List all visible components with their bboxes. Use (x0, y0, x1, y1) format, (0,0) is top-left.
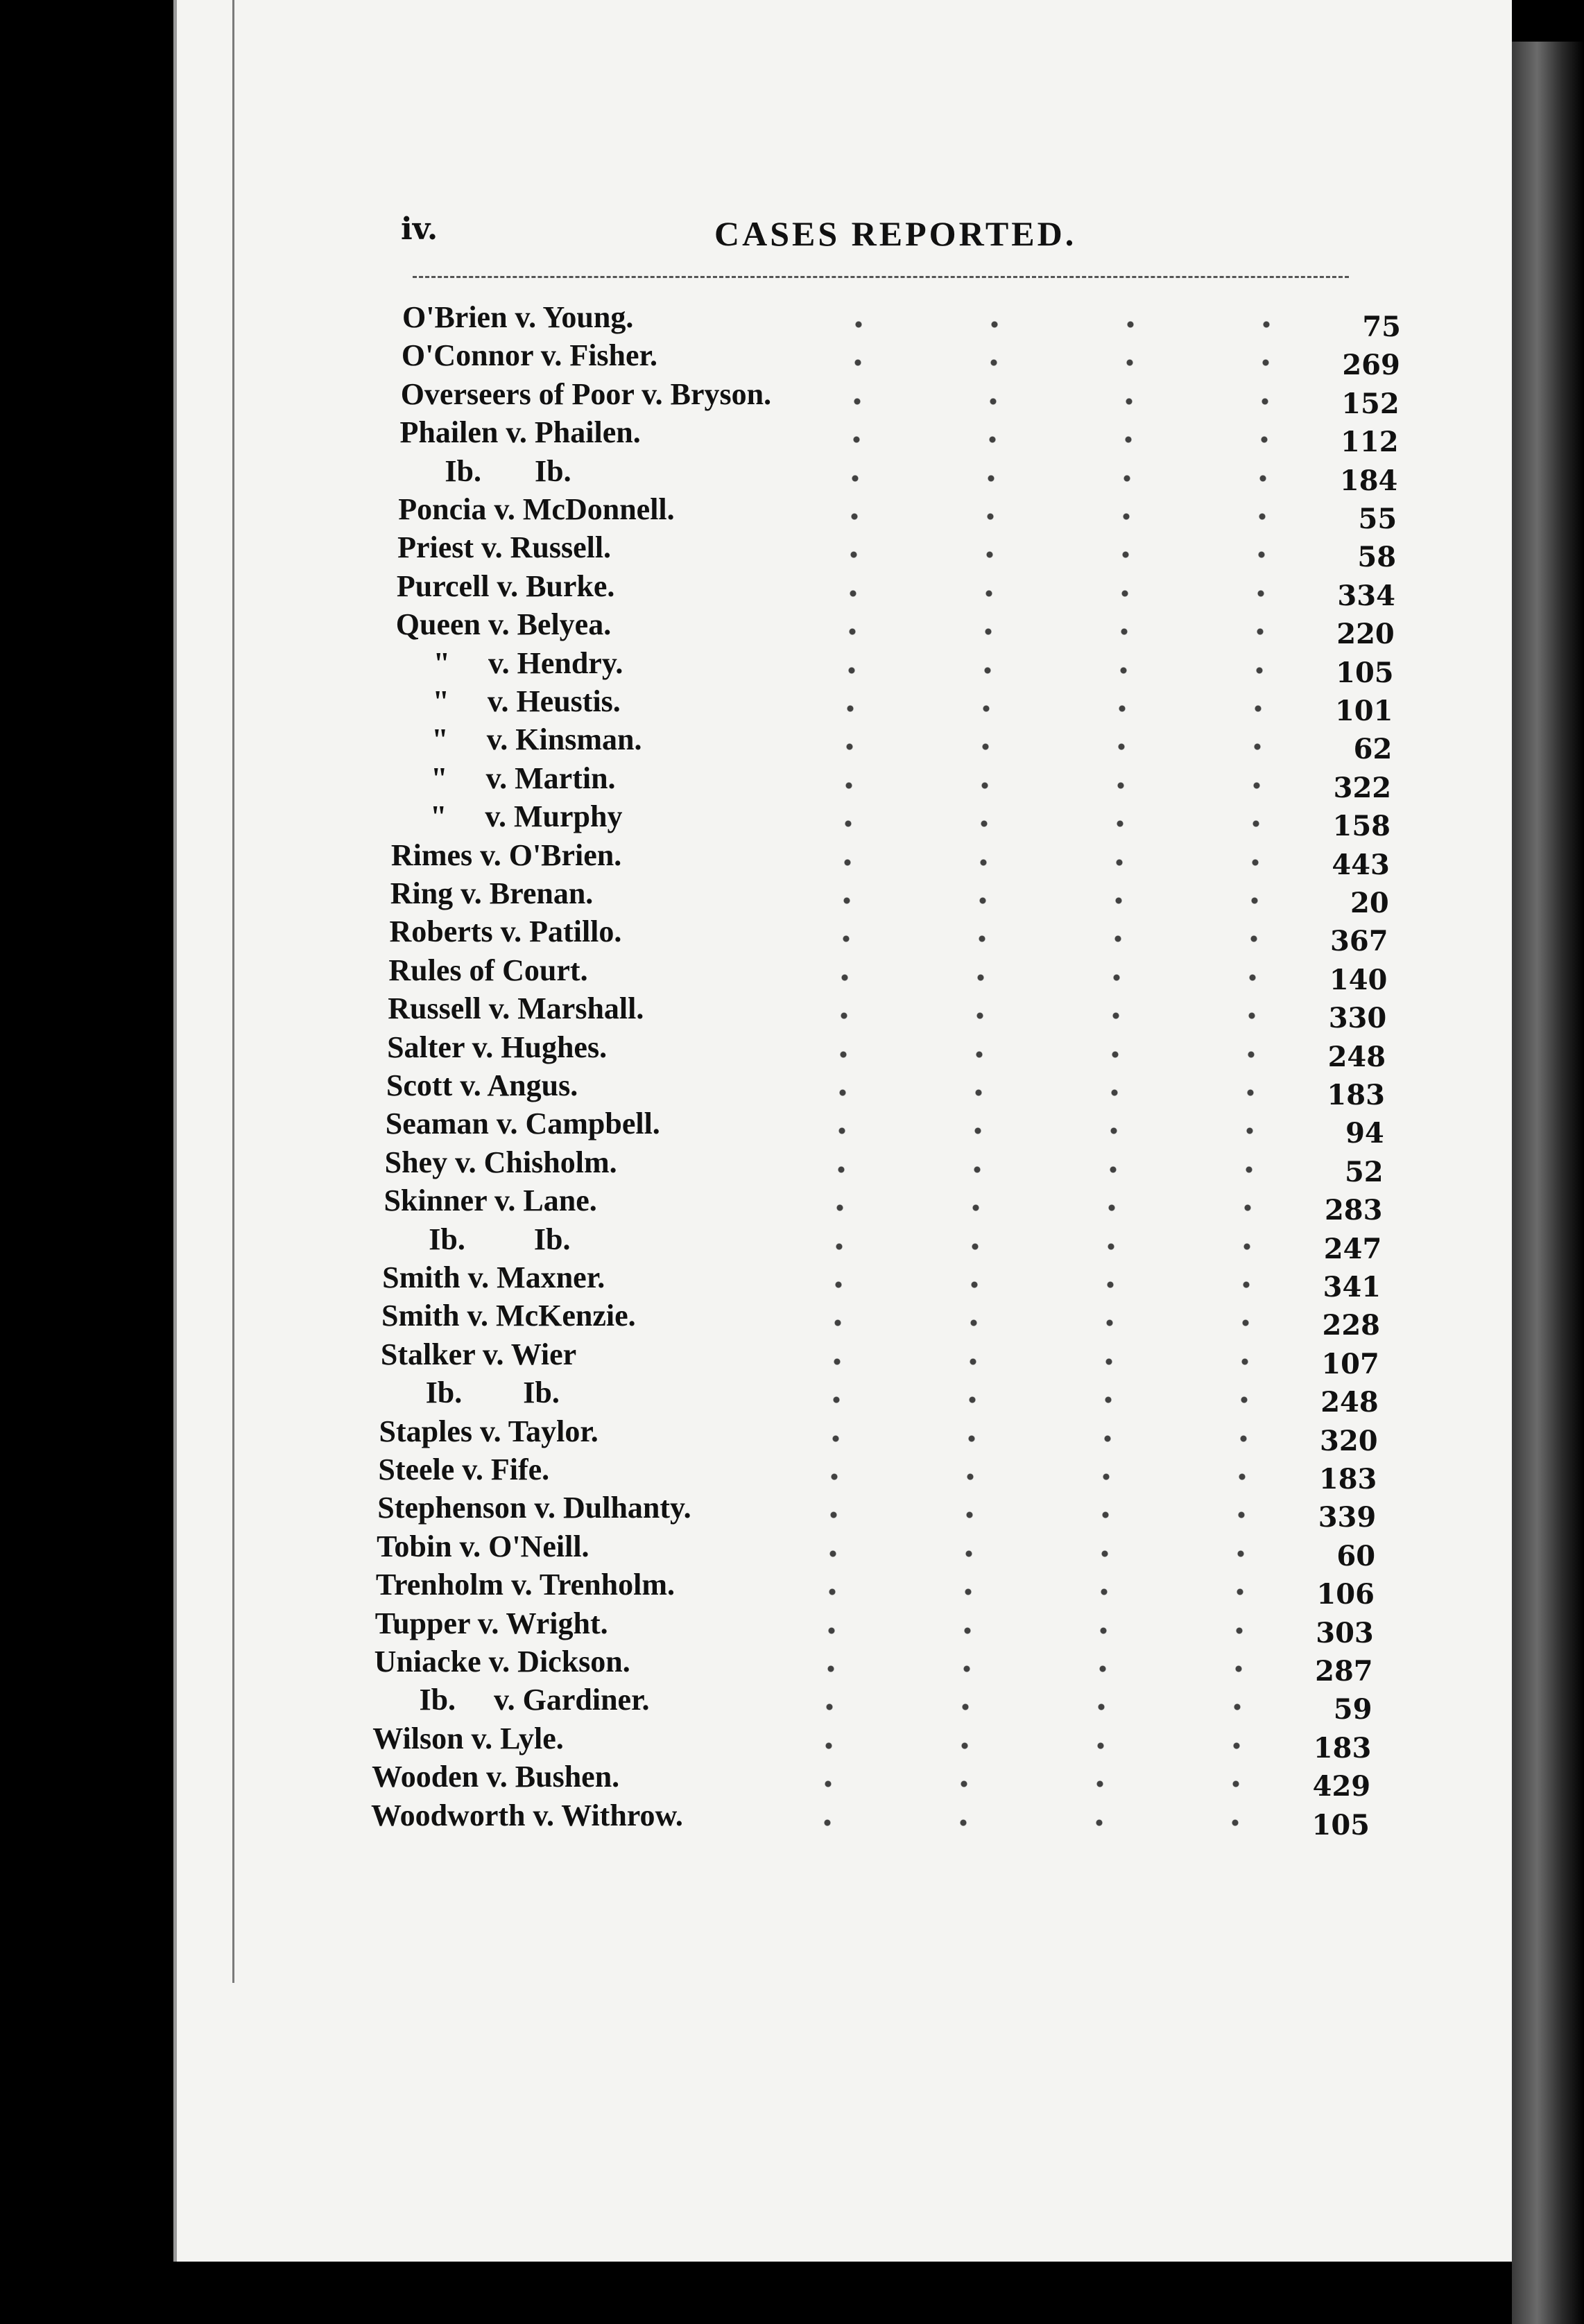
index-entry (381, 1297, 1380, 1342)
index-entry (396, 567, 1395, 612)
index-entry (372, 1758, 1371, 1803)
dot-leader (782, 720, 1323, 759)
index-entry (398, 490, 1397, 535)
page-number: 184 (1339, 464, 1398, 497)
index-entry (392, 797, 1391, 843)
case-name: Rimes v. O'Brien. (390, 838, 622, 872)
dot-leader (787, 452, 1328, 491)
page-number: 158 (1332, 810, 1391, 843)
index-entry (378, 1450, 1377, 1495)
dot-leader (780, 836, 1320, 875)
index-entry (395, 605, 1395, 651)
page-number: 152 (1341, 387, 1400, 420)
index-entry (383, 1220, 1382, 1265)
dot-leader (785, 567, 1326, 606)
index-entry (389, 912, 1388, 958)
page-number: 269 (1342, 349, 1400, 382)
page-number: 283 (1324, 1194, 1383, 1227)
page-number: 248 (1320, 1386, 1379, 1419)
dot-leader (766, 1489, 1307, 1527)
index-entry (388, 989, 1387, 1035)
case-name: Ib. v. Gardiner. (373, 1683, 650, 1717)
index-entry (385, 1104, 1384, 1150)
page-number: 105 (1336, 656, 1394, 689)
index-entry (394, 682, 1393, 727)
case-name: Tobin v. O'Neill. (377, 1529, 589, 1563)
page-number: 106 (1316, 1578, 1375, 1611)
case-name: " v. Martin. (393, 761, 616, 795)
page-number: 183 (1327, 1079, 1385, 1111)
case-name: Ring v. Brenan. (390, 876, 594, 910)
page-number: 75 (1362, 311, 1401, 343)
dot-leader (786, 528, 1327, 567)
case-name: Overseers of Poor v. Bryson. (400, 376, 772, 411)
case-name: Wooden v. Bushen. (372, 1760, 620, 1794)
index-entry (375, 1604, 1374, 1649)
index-entry (393, 759, 1392, 804)
dot-leader (784, 605, 1325, 644)
index-entry (390, 836, 1390, 881)
page-number: 339 (1318, 1501, 1377, 1534)
case-name: Staples v. Taylor. (379, 1414, 599, 1448)
page-number: 220 (1336, 618, 1395, 651)
dot-leader (770, 1297, 1311, 1335)
index-entry (395, 644, 1394, 689)
dot-leader (779, 874, 1320, 913)
case-name: Smith v. McKenzie. (381, 1299, 636, 1333)
case-name: Ib. Ib. (383, 1222, 571, 1256)
page-number: 429 (1312, 1770, 1371, 1803)
case-name: Shey v. Chisholm. (384, 1145, 617, 1179)
page-number: 58 (1357, 541, 1397, 574)
dot-leader (780, 797, 1321, 836)
dot-leader (759, 1796, 1300, 1835)
case-name: " v. Kinsman. (393, 722, 642, 757)
dot-leader (775, 1066, 1316, 1105)
case-name: " v. Hendry. (395, 645, 623, 680)
page-number: 303 (1316, 1616, 1374, 1649)
dot-leader (766, 1450, 1307, 1489)
case-name: " v. Murphy (392, 799, 623, 834)
page-number: 107 (1321, 1347, 1379, 1380)
case-name: Stephenson v. Dulhanty. (377, 1491, 691, 1525)
index-entry (379, 1412, 1378, 1457)
dot-leader (761, 1681, 1302, 1719)
case-name: Russell v. Marshall. (388, 991, 644, 1026)
case-name: Salter v. Hughes. (387, 1030, 608, 1064)
page-number: 443 (1332, 848, 1390, 881)
index-entry (377, 1489, 1377, 1534)
case-name: Scott v. Angus. (386, 1068, 578, 1102)
index-entry (371, 1796, 1370, 1841)
dot-leader (764, 1566, 1305, 1604)
page-number: 334 (1337, 579, 1395, 612)
dot-leader (768, 1373, 1309, 1412)
dot-leader (760, 1758, 1301, 1796)
dot-leader (786, 490, 1327, 529)
case-name: Purcell v. Burke. (396, 569, 615, 603)
index-entry (377, 1527, 1376, 1572)
index-entry (400, 375, 1400, 420)
page-number: 320 (1320, 1424, 1378, 1457)
case-name: Poncia v. McDonnell. (398, 492, 675, 526)
dot-leader (784, 644, 1325, 683)
page-number: 341 (1323, 1271, 1381, 1303)
case-name: O'Brien v. Young. (402, 300, 634, 334)
case-name: Skinner v. Lane. (384, 1183, 597, 1218)
index-entry (390, 874, 1389, 919)
dot-leader (781, 759, 1322, 798)
index-entry (382, 1258, 1381, 1303)
index-entry (387, 1028, 1386, 1073)
page-number: 60 (1336, 1539, 1376, 1572)
page-number: 248 (1327, 1040, 1386, 1073)
page-number: 52 (1344, 1155, 1384, 1188)
case-name: Smith v. Maxner. (382, 1260, 605, 1294)
page-number: 105 (1311, 1808, 1370, 1841)
case-name: Tupper v. Wright. (375, 1606, 608, 1640)
page-number: 183 (1318, 1463, 1377, 1495)
case-name: Priest v. Russell. (397, 530, 612, 565)
dot-leader (764, 1604, 1305, 1643)
dot-leader (791, 298, 1332, 337)
index-entry (375, 1566, 1375, 1611)
index-entry (380, 1335, 1379, 1380)
index-entry (401, 336, 1400, 382)
page-number: 59 (1333, 1693, 1372, 1726)
case-name: Steele v. Fife. (378, 1452, 550, 1486)
case-name: Trenholm v. Trenholm. (375, 1568, 675, 1602)
dot-leader (789, 413, 1329, 452)
dot-leader (771, 1258, 1311, 1297)
index-entry (374, 1642, 1373, 1688)
page-number: 287 (1315, 1655, 1373, 1688)
page-number: 20 (1350, 887, 1389, 919)
case-name: Seaman v. Campbell. (385, 1107, 660, 1141)
page-number: 367 (1330, 925, 1388, 958)
dot-leader (772, 1181, 1313, 1220)
index-entry (388, 951, 1388, 996)
page-number: 101 (1334, 695, 1393, 727)
dot-leader (776, 989, 1317, 1028)
dot-leader (765, 1527, 1306, 1566)
folio-number: iv. (401, 211, 438, 247)
dot-leader (777, 951, 1318, 990)
case-name: Uniacke v. Dickson. (374, 1645, 630, 1679)
index-entry (397, 528, 1397, 574)
page-number: 62 (1353, 733, 1393, 766)
index-entry (373, 1681, 1372, 1726)
index-entry (402, 298, 1401, 343)
dot-leader (761, 1719, 1302, 1758)
dot-leader (771, 1220, 1312, 1259)
case-name: Stalker v. Wier (380, 1337, 577, 1371)
case-name: Wilson v. Lyle. (372, 1721, 564, 1755)
page-number: 112 (1341, 426, 1399, 459)
page-number: 322 (1333, 771, 1392, 804)
case-name: " v. Heustis. (394, 684, 621, 718)
dot-leader (774, 1104, 1315, 1143)
index-entry (384, 1181, 1383, 1227)
page-number: 330 (1328, 1002, 1387, 1035)
index-entry (372, 1719, 1372, 1764)
case-name: Queen v. Belyea. (395, 607, 612, 642)
dot-leader (782, 682, 1323, 721)
dot-leader (773, 1143, 1314, 1182)
page-title: CASES REPORTED. (714, 214, 1077, 253)
case-name: Ib. Ib. (399, 453, 571, 488)
index-entry (399, 413, 1399, 459)
dot-leader (763, 1642, 1304, 1681)
case-name: Rules of Court. (388, 953, 588, 987)
dot-leader (775, 1028, 1316, 1067)
index-entry (379, 1373, 1379, 1419)
dot-leader (768, 1412, 1309, 1451)
index-entry (386, 1066, 1385, 1111)
dot-leader (789, 375, 1330, 414)
page-number: 247 (1323, 1232, 1382, 1265)
dot-leader (778, 912, 1319, 951)
index-entry (399, 452, 1398, 497)
page-number: 140 (1329, 963, 1388, 996)
dot-leader (769, 1335, 1310, 1374)
case-name: Roberts v. Patillo. (389, 914, 622, 949)
page-number: 228 (1322, 1309, 1380, 1342)
page-number: 94 (1345, 1117, 1384, 1150)
case-name: Woodworth v. Withrow. (371, 1798, 683, 1832)
dot-leader (790, 336, 1331, 375)
index-entry (393, 720, 1393, 766)
page-number: 183 (1313, 1731, 1372, 1764)
page-number: 55 (1358, 503, 1397, 535)
case-name: O'Connor v. Fisher. (401, 338, 658, 373)
case-name: Phailen v. Phailen. (399, 415, 641, 450)
case-name: Ib. Ib. (379, 1376, 560, 1410)
index-entry (384, 1143, 1384, 1188)
